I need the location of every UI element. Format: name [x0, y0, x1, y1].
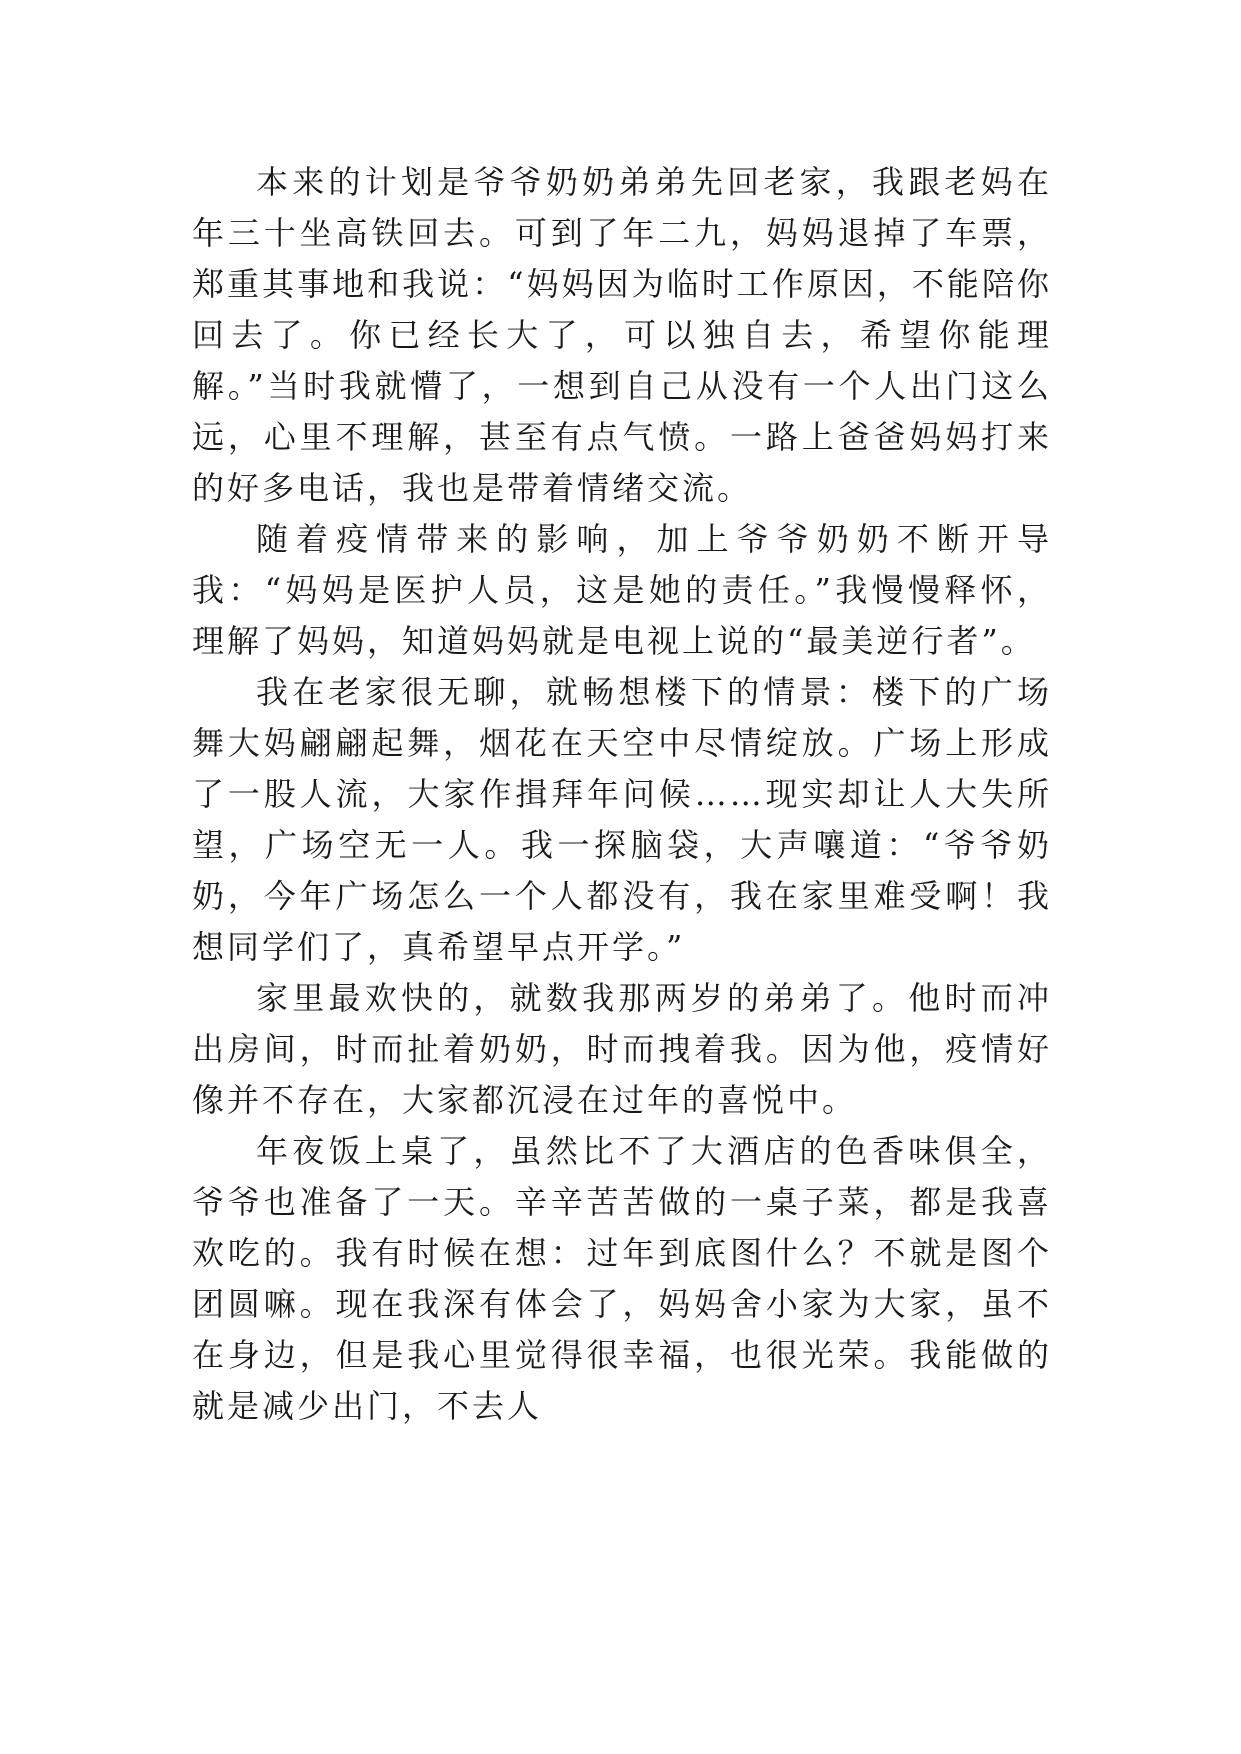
paragraph: 本来的计划是爷爷奶奶弟弟先回老家，我跟老妈在年三十坐高铁回去。可到了年二九，妈妈退掉了车票，郑重其事地和我说：“妈妈因为临时工作原因，不能陪你回去了。你已经长大了，可以独自去，希望你能理解。”当时我就懵了，一想到自己从没有一个人出门这么远，心里不理解，甚至有点气愤。一路上爸爸妈妈打来的好多电话，我也是带着情绪交流。: [192, 163, 1052, 507]
paragraph: 我在老家很无聊，就畅想楼下的情景：楼下的广场舞大妈翩翩起舞，烟花在天空中尽情绽放。广场上形成了一股人流，大家作揖拜年问候……现实却让人大失所望，广场空无一人。我一探脑袋，大声嚷道：“爷爷奶奶，今年广场怎么一个人都没有，我在家里难受啊！我想同学们了，真希望早点开学。”: [192, 673, 1052, 966]
document-body: [192, 157, 1052, 1432]
paragraph: 年夜饭上桌了，虽然比不了大酒店的色香味俱全，爷爷也准备了一天。辛辛苦苦做的一桌子菜，都是我喜欢吃的。我有时候在想：过年到底图什么？不就是图个团圆嘛。现在我深有体会了，妈妈舍小家为大家，虽不在身边，但是我心里觉得很幸福，也很光荣。我能做的就是减少出门，不去人: [192, 1132, 1052, 1425]
paragraph: 随着疫情带来的影响，加上爷爷奶奶不断开导我：“妈妈是医护人员，这是她的责任。”我慢慢释怀，理解了妈妈，知道妈妈就是电视上说的“最美逆行者”。: [192, 520, 1052, 660]
paragraph: 家里最欢快的，就数我那两岁的弟弟了。他时而冲出房间，时而扯着奶奶，时而拽着我。因为他，疫情好像并不存在，大家都沉浸在过年的喜悦中。: [192, 979, 1052, 1119]
